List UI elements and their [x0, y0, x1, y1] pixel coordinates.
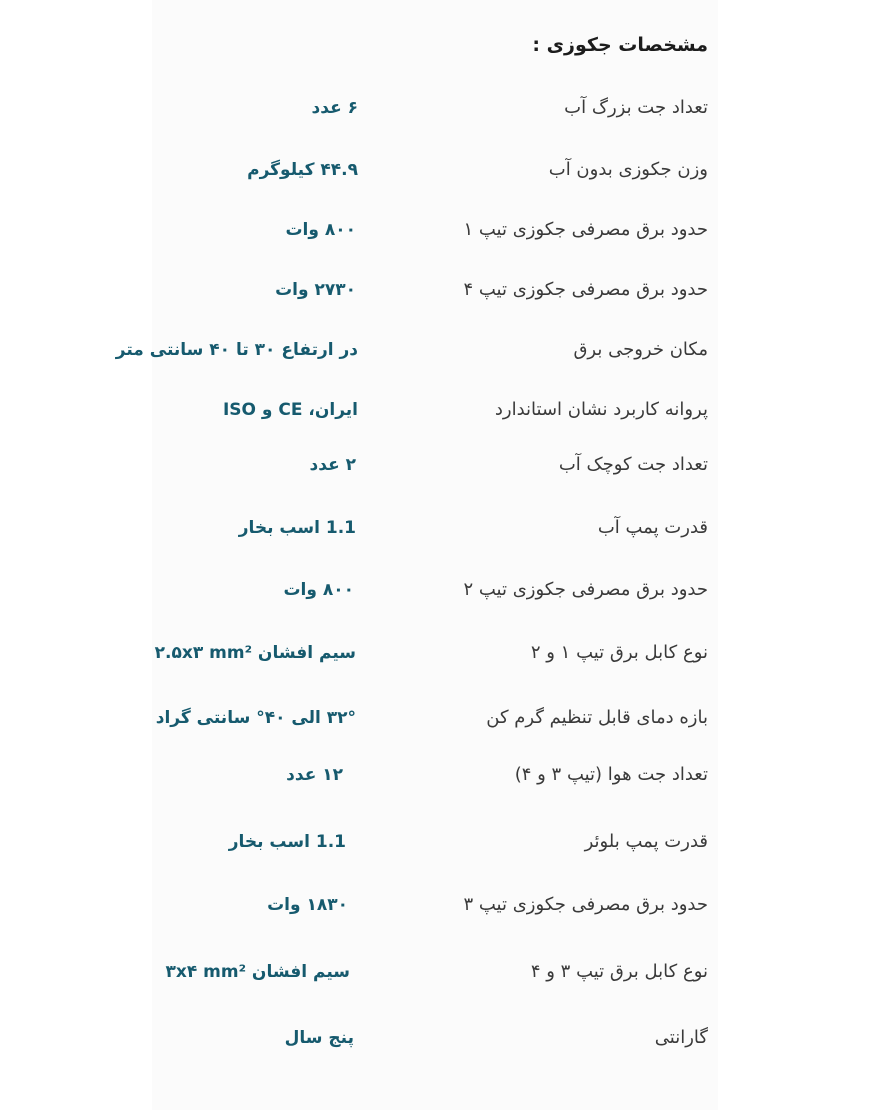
spec-row	[0, 698, 870, 738]
spec-value: ۲۷۳۰ وات	[275, 280, 356, 300]
spec-value: ایران، CE و ISO	[222, 400, 358, 420]
spec-row	[0, 755, 870, 795]
spec-row	[0, 633, 870, 673]
spec-value: سیم افشان ۲.۵x۳ mm²	[154, 643, 356, 663]
spec-row	[0, 822, 870, 862]
spec-value: 1.1 اسب بخار	[228, 832, 346, 852]
spec-value: ۸۰۰ وات	[283, 580, 354, 600]
spec-row	[0, 150, 870, 190]
spec-row	[0, 508, 870, 548]
spec-label: نوع کابل برق تیپ ۳ و ۴	[530, 961, 708, 982]
spec-label: نوع کابل برق تیپ ۱ و ۲	[530, 642, 708, 663]
spec-value: ۴۴.۹ کیلوگرم	[247, 160, 358, 180]
spec-value: پنج سال	[284, 1028, 354, 1048]
spec-row	[0, 210, 870, 250]
spec-row	[0, 570, 870, 610]
spec-label: حدود برق مصرفی جکوزی تیپ ۴	[463, 279, 708, 300]
spec-label: تعداد جت بزرگ آب	[564, 97, 708, 118]
spec-label: قدرت پمپ بلوئر	[584, 831, 708, 852]
spec-value: ۲ عدد	[309, 455, 356, 475]
spec-value: ۶ عدد	[311, 98, 358, 118]
spec-label: گارانتی	[654, 1027, 708, 1048]
spec-row	[0, 330, 870, 370]
spec-label: بازه دمای قابل تنظیم گرم کن	[486, 707, 708, 728]
spec-row	[0, 390, 870, 430]
spec-label: تعداد جت هوا (تیپ ۳ و ۴)	[514, 764, 708, 785]
spec-value: ۸۰۰ وات	[285, 220, 356, 240]
spec-row	[0, 1018, 870, 1058]
page-title: مشخصات جکوزی :	[532, 34, 708, 56]
spec-value: ۱۲ عدد	[286, 765, 343, 785]
spec-value: در ارتفاع ۳۰ تا ۴۰ سانتی متر	[115, 340, 358, 360]
spec-label: وزن جکوزی بدون آب	[548, 159, 708, 180]
spec-label: قدرت پمپ آب	[597, 517, 708, 538]
spec-value: ۳۲° الی ۴۰° سانتی گراد	[155, 708, 356, 728]
spec-row	[0, 88, 870, 128]
spec-label: تعداد جت کوچک آب	[558, 454, 708, 475]
spec-label: پروانه کاربرد نشان استاندارد	[494, 399, 708, 420]
spec-row	[0, 445, 870, 485]
spec-value: 1.1 اسب بخار	[238, 518, 356, 538]
spec-value: ۱۸۳۰ وات	[267, 895, 348, 915]
spec-label: حدود برق مصرفی جکوزی تیپ ۳	[463, 894, 708, 915]
spec-row	[0, 270, 870, 310]
spec-label: حدود برق مصرفی جکوزی تیپ ۲	[463, 579, 708, 600]
spec-row	[0, 885, 870, 925]
spec-value: سیم افشان ۳x۴ mm²	[165, 962, 350, 982]
spec-label: حدود برق مصرفی جکوزی تیپ ۱	[463, 219, 708, 240]
spec-row	[0, 952, 870, 992]
spec-label: مکان خروجی برق	[573, 339, 708, 360]
